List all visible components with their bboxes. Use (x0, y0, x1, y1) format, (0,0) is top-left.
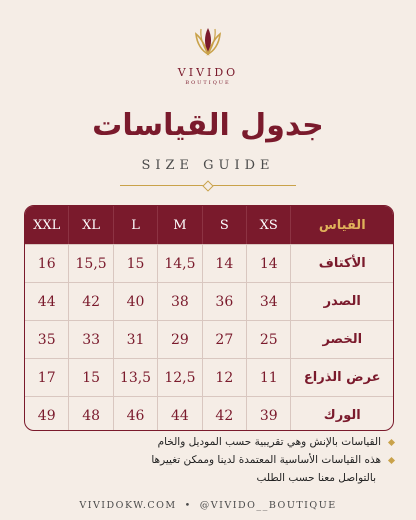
note-item (14, 454, 394, 466)
table-cell: 31 (114, 321, 158, 358)
notes-section (14, 436, 394, 484)
diamond-bullet-icon (388, 438, 395, 445)
table-cell: 49 (25, 397, 69, 431)
table-cell: 44 (158, 397, 202, 431)
size-header: S (203, 206, 247, 244)
table-cell: 36 (203, 283, 247, 320)
row-label: الورك (323, 408, 361, 423)
note-item (14, 436, 394, 448)
note-text: هذه القياسات الأساسية المعتمدة لدينا وممكن تغييرها (151, 454, 381, 466)
size-header: XS (247, 206, 291, 244)
table-cell: 16 (25, 245, 69, 282)
table-cell: 17 (25, 359, 69, 396)
table-cell: 39 (247, 397, 291, 431)
row-label: الصدر (323, 294, 361, 309)
table-cell: 14 (247, 245, 291, 282)
table-cell: 38 (158, 283, 202, 320)
brand-logo (0, 26, 416, 58)
page-title-english: SIZE GUIDE (141, 158, 275, 173)
table-row (25, 358, 393, 396)
note-text: القياسات بالإنش وهي تقريبية حسب الموديل والخام (157, 436, 381, 448)
table-cell: 33 (69, 321, 113, 358)
size-header: L (114, 206, 158, 244)
diamond-bullet-icon (388, 456, 395, 463)
table-cell: 42 (203, 397, 247, 431)
table-cell: 15 (114, 245, 158, 282)
page-title-arabic: جدول القياسات (92, 108, 324, 143)
table-row (25, 244, 393, 282)
footer-separator: • (184, 500, 192, 511)
table-cell: 46 (114, 397, 158, 431)
table-cell: 14 (203, 245, 247, 282)
website-link[interactable]: VIVIDOKW.COM (79, 500, 177, 511)
table-row (25, 282, 393, 320)
size-table (24, 205, 394, 431)
table-cell: 42 (69, 283, 113, 320)
row-label: الخصر (322, 332, 363, 347)
table-cell: 35 (25, 321, 69, 358)
size-header: M (158, 206, 202, 244)
table-cell: 25 (247, 321, 291, 358)
table-cell: 44 (25, 283, 69, 320)
table-cell: 14,5 (158, 245, 202, 282)
brand-tagline: BOUTIQUE (185, 80, 231, 86)
table-cell: 15 (69, 359, 113, 396)
measure-header: القياس (318, 217, 366, 233)
table-cell: 12 (203, 359, 247, 396)
lotus-logo-icon (193, 26, 223, 58)
table-row (25, 396, 393, 431)
row-label: الأكتاف (318, 256, 366, 271)
diamond-icon (202, 180, 213, 191)
table-cell: 48 (69, 397, 113, 431)
table-cell: 11 (247, 359, 291, 396)
table-cell: 40 (114, 283, 158, 320)
table-cell: 29 (158, 321, 202, 358)
table-cell: 27 (203, 321, 247, 358)
table-cell: 13,5 (114, 359, 158, 396)
instagram-handle[interactable]: @VIVIDO__BOUTIQUE (199, 500, 337, 511)
table-cell: 15,5 (69, 245, 113, 282)
table-header-row (25, 206, 393, 244)
table-row (25, 320, 393, 358)
footer (0, 500, 416, 511)
brand-name: VIVIDO (177, 66, 239, 79)
table-cell: 34 (247, 283, 291, 320)
size-header: XL (69, 206, 113, 244)
size-header: XXL (25, 206, 69, 244)
table-cell: 12,5 (158, 359, 202, 396)
row-label: عرض الذراع (303, 370, 381, 385)
note-continuation: بالتواصل معنا حسب الطلب (256, 472, 376, 484)
